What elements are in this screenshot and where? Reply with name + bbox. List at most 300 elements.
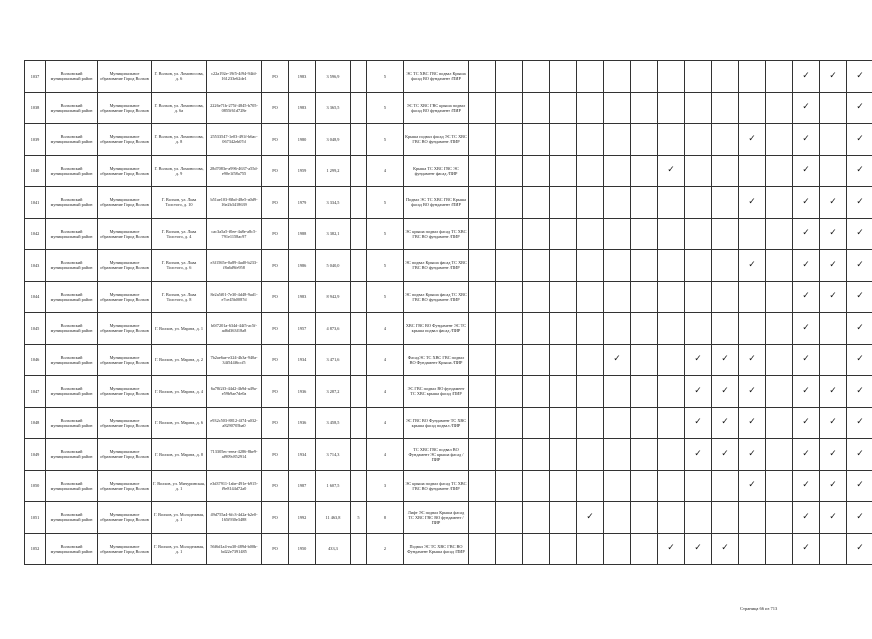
work-column-11 [739, 533, 766, 565]
municipality-cell: Муниципальное образование Город Волхов [98, 187, 152, 219]
district-cell: Волховский муниципальный район [46, 439, 98, 471]
guid-cell: b51ae103-8fbd-48e5-a0d9-16e2b3418639 [207, 187, 262, 219]
work-column-2 [496, 155, 523, 187]
municipality-cell: Муниципальное образование Город Волхов [98, 250, 152, 282]
municipality-cell: Муниципальное образование Город Волхов [98, 470, 152, 502]
entrances-cell: 4 [367, 439, 404, 471]
row-number: 1049 [25, 439, 46, 471]
work-column-10 [712, 155, 739, 187]
work-column-13 [793, 92, 820, 124]
work-column-12 [766, 533, 793, 565]
work-column-1 [469, 344, 496, 376]
area-cell: 1 607,5 [316, 470, 351, 502]
work-column-9 [685, 250, 712, 282]
work-column-10 [712, 187, 739, 219]
check-mark-icon: ✓ [748, 354, 756, 365]
table-row [25, 502, 872, 534]
check-mark-icon: ✓ [802, 102, 810, 113]
check-mark-icon: ✓ [802, 259, 810, 270]
district-cell: Волховский муниципальный район [46, 281, 98, 313]
floors-cell [351, 92, 367, 124]
year-cell: 1936 [289, 376, 316, 408]
district-cell: Волховский муниципальный район [46, 344, 98, 376]
municipality-cell: Муниципальное образование Город Волхов [98, 281, 152, 313]
entrances-cell: 8 [367, 502, 404, 534]
type-cell: РО [262, 376, 289, 408]
check-mark-icon: ✓ [613, 354, 621, 365]
check-mark-icon: ✓ [802, 543, 810, 554]
work-column-10 [712, 533, 739, 565]
work-column-1 [469, 61, 496, 93]
work-column-7 [631, 439, 658, 471]
row-number: 1046 [25, 344, 46, 376]
work-column-14 [820, 533, 847, 565]
work-column-13 [793, 502, 820, 534]
district-cell: Волховский муниципальный район [46, 533, 98, 565]
work-column-5 [577, 533, 604, 565]
row-number: 1047 [25, 376, 46, 408]
address-cell: Г. Волхов, ул. Льва Толстого, д. 8 [152, 281, 207, 313]
area-cell: 11 463,8 [316, 502, 351, 534]
work-column-5 [577, 61, 604, 93]
work-column-13 [793, 155, 820, 187]
check-mark-icon: ✓ [856, 543, 864, 554]
check-mark-icon: ✓ [694, 385, 702, 396]
entrances-cell: 5 [367, 92, 404, 124]
work-column-8 [658, 218, 685, 250]
entrances-cell: 4 [367, 407, 404, 439]
address-cell: Г. Волхов, ул. Марата, д. 2 [152, 344, 207, 376]
work-column-12 [766, 250, 793, 282]
check-mark-icon: ✓ [694, 417, 702, 428]
works-cell: ЭС ТС ХВС ГВС крыша подвал фасад ВО фундамент /ПИР [404, 92, 469, 124]
address-cell: Г. Волхов, ул. Мичуринская, д. 1 [152, 470, 207, 502]
work-column-5 [577, 313, 604, 345]
year-cell: 1936 [289, 407, 316, 439]
work-column-11 [739, 470, 766, 502]
type-cell: РО [262, 124, 289, 156]
work-column-3 [523, 281, 550, 313]
municipality-cell: Муниципальное образование Город Волхов [98, 502, 152, 534]
year-cell: 1992 [289, 502, 316, 534]
address-cell: Г. Волхов, ул. Ломоносова, д. 6а [152, 92, 207, 124]
work-column-3 [523, 250, 550, 282]
district-cell: Волховский муниципальный район [46, 155, 98, 187]
work-column-10 [712, 376, 739, 408]
work-column-7 [631, 250, 658, 282]
check-mark-icon: ✓ [802, 354, 810, 365]
entrances-cell: 4 [367, 155, 404, 187]
works-cell: Лифт ЭС подвал Крыша фасад ТС ХВС ГВС ВО фундамент /ПИР [404, 502, 469, 534]
housing-registry-table [24, 60, 872, 565]
floors-cell [351, 281, 367, 313]
table-body [25, 61, 872, 565]
check-mark-icon: ✓ [802, 133, 810, 144]
work-column-14 [820, 61, 847, 93]
work-column-1 [469, 124, 496, 156]
work-column-15 [847, 344, 872, 376]
work-column-12 [766, 407, 793, 439]
work-column-3 [523, 502, 550, 534]
entrances-cell: 2 [367, 533, 404, 565]
work-column-4 [550, 407, 577, 439]
check-mark-icon: ✓ [721, 448, 729, 459]
work-column-1 [469, 439, 496, 471]
row-number: 1048 [25, 407, 46, 439]
check-mark-icon: ✓ [748, 196, 756, 207]
work-column-4 [550, 92, 577, 124]
work-column-2 [496, 250, 523, 282]
year-cell: 1934 [289, 344, 316, 376]
work-column-9 [685, 533, 712, 565]
work-column-9 [685, 470, 712, 502]
work-column-15 [847, 187, 872, 219]
municipality-cell: Муниципальное образование Город Волхов [98, 344, 152, 376]
area-cell: 433,3 [316, 533, 351, 565]
check-mark-icon: ✓ [829, 448, 837, 459]
work-column-9 [685, 124, 712, 156]
work-column-9 [685, 376, 712, 408]
work-column-8 [658, 407, 685, 439]
type-cell: РО [262, 92, 289, 124]
check-mark-icon: ✓ [856, 133, 864, 144]
work-column-15 [847, 376, 872, 408]
work-column-4 [550, 439, 577, 471]
row-number: 1050 [25, 470, 46, 502]
work-column-14 [820, 407, 847, 439]
guid-cell: e3d37911-1abe-491e-b915-f9e8144d72a0 [207, 470, 262, 502]
floors-cell [351, 124, 367, 156]
table-row [25, 281, 872, 313]
table-row [25, 218, 872, 250]
municipality-cell: Муниципальное образование Город Волхов [98, 61, 152, 93]
check-mark-icon: ✓ [802, 385, 810, 396]
check-mark-icon: ✓ [802, 228, 810, 239]
check-mark-icon: ✓ [856, 70, 864, 81]
work-column-3 [523, 92, 550, 124]
work-column-12 [766, 61, 793, 93]
check-mark-icon: ✓ [829, 196, 837, 207]
check-mark-icon: ✓ [802, 511, 810, 522]
address-cell: Г. Волхов, ул. Льва Толстого, д. 6 [152, 250, 207, 282]
work-column-11 [739, 124, 766, 156]
work-column-7 [631, 407, 658, 439]
work-column-7 [631, 61, 658, 93]
works-cell: ЭС ТС ХВС ГВС подвал Крыша фасад ВО фундамент /ПИР [404, 61, 469, 93]
work-column-6 [604, 313, 631, 345]
work-column-1 [469, 502, 496, 534]
year-cell: 1983 [289, 61, 316, 93]
work-column-10 [712, 439, 739, 471]
works-cell: ТС ХВС ГВС подвал ВО Фундамент ЭС крыша фасад /ПИР [404, 439, 469, 471]
work-column-9 [685, 439, 712, 471]
district-cell: Волховский муниципальный район [46, 502, 98, 534]
work-column-8 [658, 313, 685, 345]
works-cell: ФасадЭС ТС ХВС ГВС подвал ВО Фундамент Крыша /ПИР [404, 344, 469, 376]
work-column-3 [523, 187, 550, 219]
row-number: 1041 [25, 187, 46, 219]
work-column-14 [820, 470, 847, 502]
work-column-8 [658, 533, 685, 565]
work-column-4 [550, 470, 577, 502]
work-column-14 [820, 187, 847, 219]
work-column-9 [685, 344, 712, 376]
work-column-10 [712, 92, 739, 124]
work-column-15 [847, 61, 872, 93]
work-column-1 [469, 92, 496, 124]
district-cell: Волховский муниципальный район [46, 187, 98, 219]
work-column-11 [739, 344, 766, 376]
work-column-6 [604, 344, 631, 376]
work-column-9 [685, 187, 712, 219]
work-column-4 [550, 281, 577, 313]
work-column-12 [766, 313, 793, 345]
work-column-14 [820, 155, 847, 187]
work-column-5 [577, 439, 604, 471]
work-column-15 [847, 281, 872, 313]
year-cell: 1957 [289, 313, 316, 345]
table-row [25, 407, 872, 439]
work-column-10 [712, 124, 739, 156]
work-column-3 [523, 61, 550, 93]
work-column-10 [712, 407, 739, 439]
work-column-7 [631, 470, 658, 502]
work-column-4 [550, 124, 577, 156]
work-column-5 [577, 187, 604, 219]
address-cell: Г. Волхов, ул. Марата, д. 8 [152, 439, 207, 471]
address-cell: Г. Волхов, ул. Льва Толстого, д. 4 [152, 218, 207, 250]
work-column-2 [496, 124, 523, 156]
work-column-14 [820, 250, 847, 282]
area-cell: 3 287,2 [316, 376, 351, 408]
year-cell: 1987 [289, 470, 316, 502]
row-number: 1051 [25, 502, 46, 534]
work-column-9 [685, 92, 712, 124]
check-mark-icon: ✓ [748, 133, 756, 144]
district-cell: Волховский муниципальный район [46, 313, 98, 345]
row-number: 1044 [25, 281, 46, 313]
guid-cell: 2226e71b-275f-4845-b705-0855f61d728e [207, 92, 262, 124]
work-column-11 [739, 281, 766, 313]
works-cell: ЭС крыша подвал фасад ТС ХВС ГВС ВО фундамент /ПИР [404, 218, 469, 250]
work-column-6 [604, 376, 631, 408]
work-column-5 [577, 155, 604, 187]
district-cell: Волховский муниципальный район [46, 470, 98, 502]
work-column-12 [766, 502, 793, 534]
work-column-5 [577, 376, 604, 408]
works-cell: ХВС ГВС ВО Фундамент ЭС ТС крыша подвал фасад /ПИР [404, 313, 469, 345]
work-column-12 [766, 187, 793, 219]
work-column-2 [496, 407, 523, 439]
work-column-8 [658, 92, 685, 124]
floors-cell [351, 376, 367, 408]
work-column-8 [658, 439, 685, 471]
work-column-11 [739, 92, 766, 124]
address-cell: Г. Волхов, ул. Молодежная, д. 1 [152, 502, 207, 534]
table-row [25, 187, 872, 219]
table-row [25, 533, 872, 565]
row-number: 1043 [25, 250, 46, 282]
work-column-6 [604, 407, 631, 439]
work-column-2 [496, 470, 523, 502]
check-mark-icon: ✓ [829, 385, 837, 396]
check-mark-icon: ✓ [856, 354, 864, 365]
work-column-7 [631, 281, 658, 313]
check-mark-icon: ✓ [748, 417, 756, 428]
check-mark-icon: ✓ [802, 417, 810, 428]
check-mark-icon: ✓ [586, 511, 594, 522]
work-column-6 [604, 155, 631, 187]
work-column-5 [577, 124, 604, 156]
year-cell: 1986 [289, 250, 316, 282]
works-cell: Подвал ЭС ТС ХВС ГВС ВО Фундамент Крыша фасад /ПИР [404, 533, 469, 565]
work-column-4 [550, 218, 577, 250]
type-cell: РО [262, 470, 289, 502]
municipality-cell: Муниципальное образование Город Волхов [98, 155, 152, 187]
check-mark-icon: ✓ [748, 259, 756, 270]
work-column-9 [685, 313, 712, 345]
row-number: 1052 [25, 533, 46, 565]
guid-cell: 713305ec-eeea-4286-8be9-af909c852914 [207, 439, 262, 471]
address-cell: Г. Волхов, ул. Льва Толстого, д. 10 [152, 187, 207, 219]
work-column-12 [766, 439, 793, 471]
check-mark-icon: ✓ [829, 511, 837, 522]
work-column-5 [577, 344, 604, 376]
work-column-11 [739, 187, 766, 219]
works-cell: ЭС подвал Крыша фасад ТС ХВС ГВС ВО фундамент /ПИР [404, 281, 469, 313]
work-column-1 [469, 313, 496, 345]
floors-cell: 5 [351, 502, 367, 534]
type-cell: РО [262, 533, 289, 565]
type-cell: РО [262, 281, 289, 313]
work-column-10 [712, 281, 739, 313]
work-column-8 [658, 376, 685, 408]
floors-cell [351, 250, 367, 282]
work-column-14 [820, 124, 847, 156]
work-column-2 [496, 281, 523, 313]
address-cell: Г. Волхов, ул. Ломоносова, д. 9 [152, 155, 207, 187]
work-column-10 [712, 313, 739, 345]
work-column-1 [469, 250, 496, 282]
work-column-11 [739, 502, 766, 534]
work-column-6 [604, 250, 631, 282]
type-cell: РО [262, 61, 289, 93]
district-cell: Волховский муниципальный район [46, 92, 98, 124]
work-column-6 [604, 218, 631, 250]
work-column-3 [523, 470, 550, 502]
municipality-cell: Муниципальное образование Город Волхов [98, 313, 152, 345]
work-column-1 [469, 218, 496, 250]
municipality-cell: Муниципальное образование Город Волхов [98, 124, 152, 156]
floors-cell [351, 61, 367, 93]
address-cell: Г. Волхов, ул. Ломоносова, д. 8 [152, 124, 207, 156]
year-cell: 1983 [289, 92, 316, 124]
guid-cell: e932c503-8812-4f74-a032-a8290705ba0 [207, 407, 262, 439]
work-column-2 [496, 218, 523, 250]
work-column-8 [658, 470, 685, 502]
work-column-13 [793, 344, 820, 376]
work-column-2 [496, 92, 523, 124]
floors-cell [351, 187, 367, 219]
work-column-8 [658, 250, 685, 282]
municipality-cell: Муниципальное образование Город Волхов [98, 218, 152, 250]
work-column-9 [685, 155, 712, 187]
entrances-cell: 5 [367, 61, 404, 93]
work-column-7 [631, 124, 658, 156]
check-mark-icon: ✓ [721, 385, 729, 396]
work-column-9 [685, 502, 712, 534]
entrances-cell: 5 [367, 250, 404, 282]
area-cell: 3 714,3 [316, 439, 351, 471]
guid-cell: 25533547-1e03-491f-b6ac-067342eb07d [207, 124, 262, 156]
area-cell: 3 458,5 [316, 407, 351, 439]
work-column-2 [496, 533, 523, 565]
row-number: 1038 [25, 92, 46, 124]
check-mark-icon: ✓ [856, 448, 864, 459]
type-cell: РО [262, 313, 289, 345]
area-cell: 3 048,9 [316, 124, 351, 156]
work-column-8 [658, 344, 685, 376]
district-cell: Волховский муниципальный район [46, 218, 98, 250]
check-mark-icon: ✓ [802, 196, 810, 207]
works-cell: ЭС крыша подвал фасад ТС ХВС ГВС ВО фундамент /ПИР [404, 470, 469, 502]
guid-cell: 56f6d1a4-ea30-489d-b00b-bd22e7391485 [207, 533, 262, 565]
area-cell: 3 334,5 [316, 187, 351, 219]
work-column-6 [604, 92, 631, 124]
type-cell: РО [262, 502, 289, 534]
check-mark-icon: ✓ [829, 259, 837, 270]
work-column-15 [847, 407, 872, 439]
work-column-10 [712, 218, 739, 250]
year-cell: 1988 [289, 218, 316, 250]
works-cell: Подвал ЭС ТС ХВС ГВС Крыша фасад ВО фундамент /ПИР [404, 187, 469, 219]
work-column-7 [631, 313, 658, 345]
work-column-14 [820, 376, 847, 408]
floors-cell [351, 344, 367, 376]
work-column-13 [793, 61, 820, 93]
check-mark-icon: ✓ [748, 385, 756, 396]
check-mark-icon: ✓ [802, 70, 810, 81]
work-column-6 [604, 470, 631, 502]
area-cell: 3 596,9 [316, 61, 351, 93]
check-mark-icon: ✓ [694, 543, 702, 554]
check-mark-icon: ✓ [856, 259, 864, 270]
work-column-13 [793, 533, 820, 565]
year-cell: 1979 [289, 187, 316, 219]
table-row [25, 61, 872, 93]
check-mark-icon: ✓ [667, 165, 675, 176]
work-column-1 [469, 187, 496, 219]
work-column-12 [766, 470, 793, 502]
work-column-14 [820, 92, 847, 124]
work-column-5 [577, 250, 604, 282]
work-column-12 [766, 344, 793, 376]
type-cell: РО [262, 155, 289, 187]
work-column-9 [685, 218, 712, 250]
work-column-14 [820, 313, 847, 345]
work-column-1 [469, 376, 496, 408]
table-row [25, 92, 872, 124]
work-column-10 [712, 250, 739, 282]
row-number: 1042 [25, 218, 46, 250]
work-column-8 [658, 187, 685, 219]
work-column-11 [739, 407, 766, 439]
work-column-4 [550, 155, 577, 187]
check-mark-icon: ✓ [802, 480, 810, 491]
work-column-13 [793, 187, 820, 219]
work-column-11 [739, 155, 766, 187]
work-column-14 [820, 344, 847, 376]
